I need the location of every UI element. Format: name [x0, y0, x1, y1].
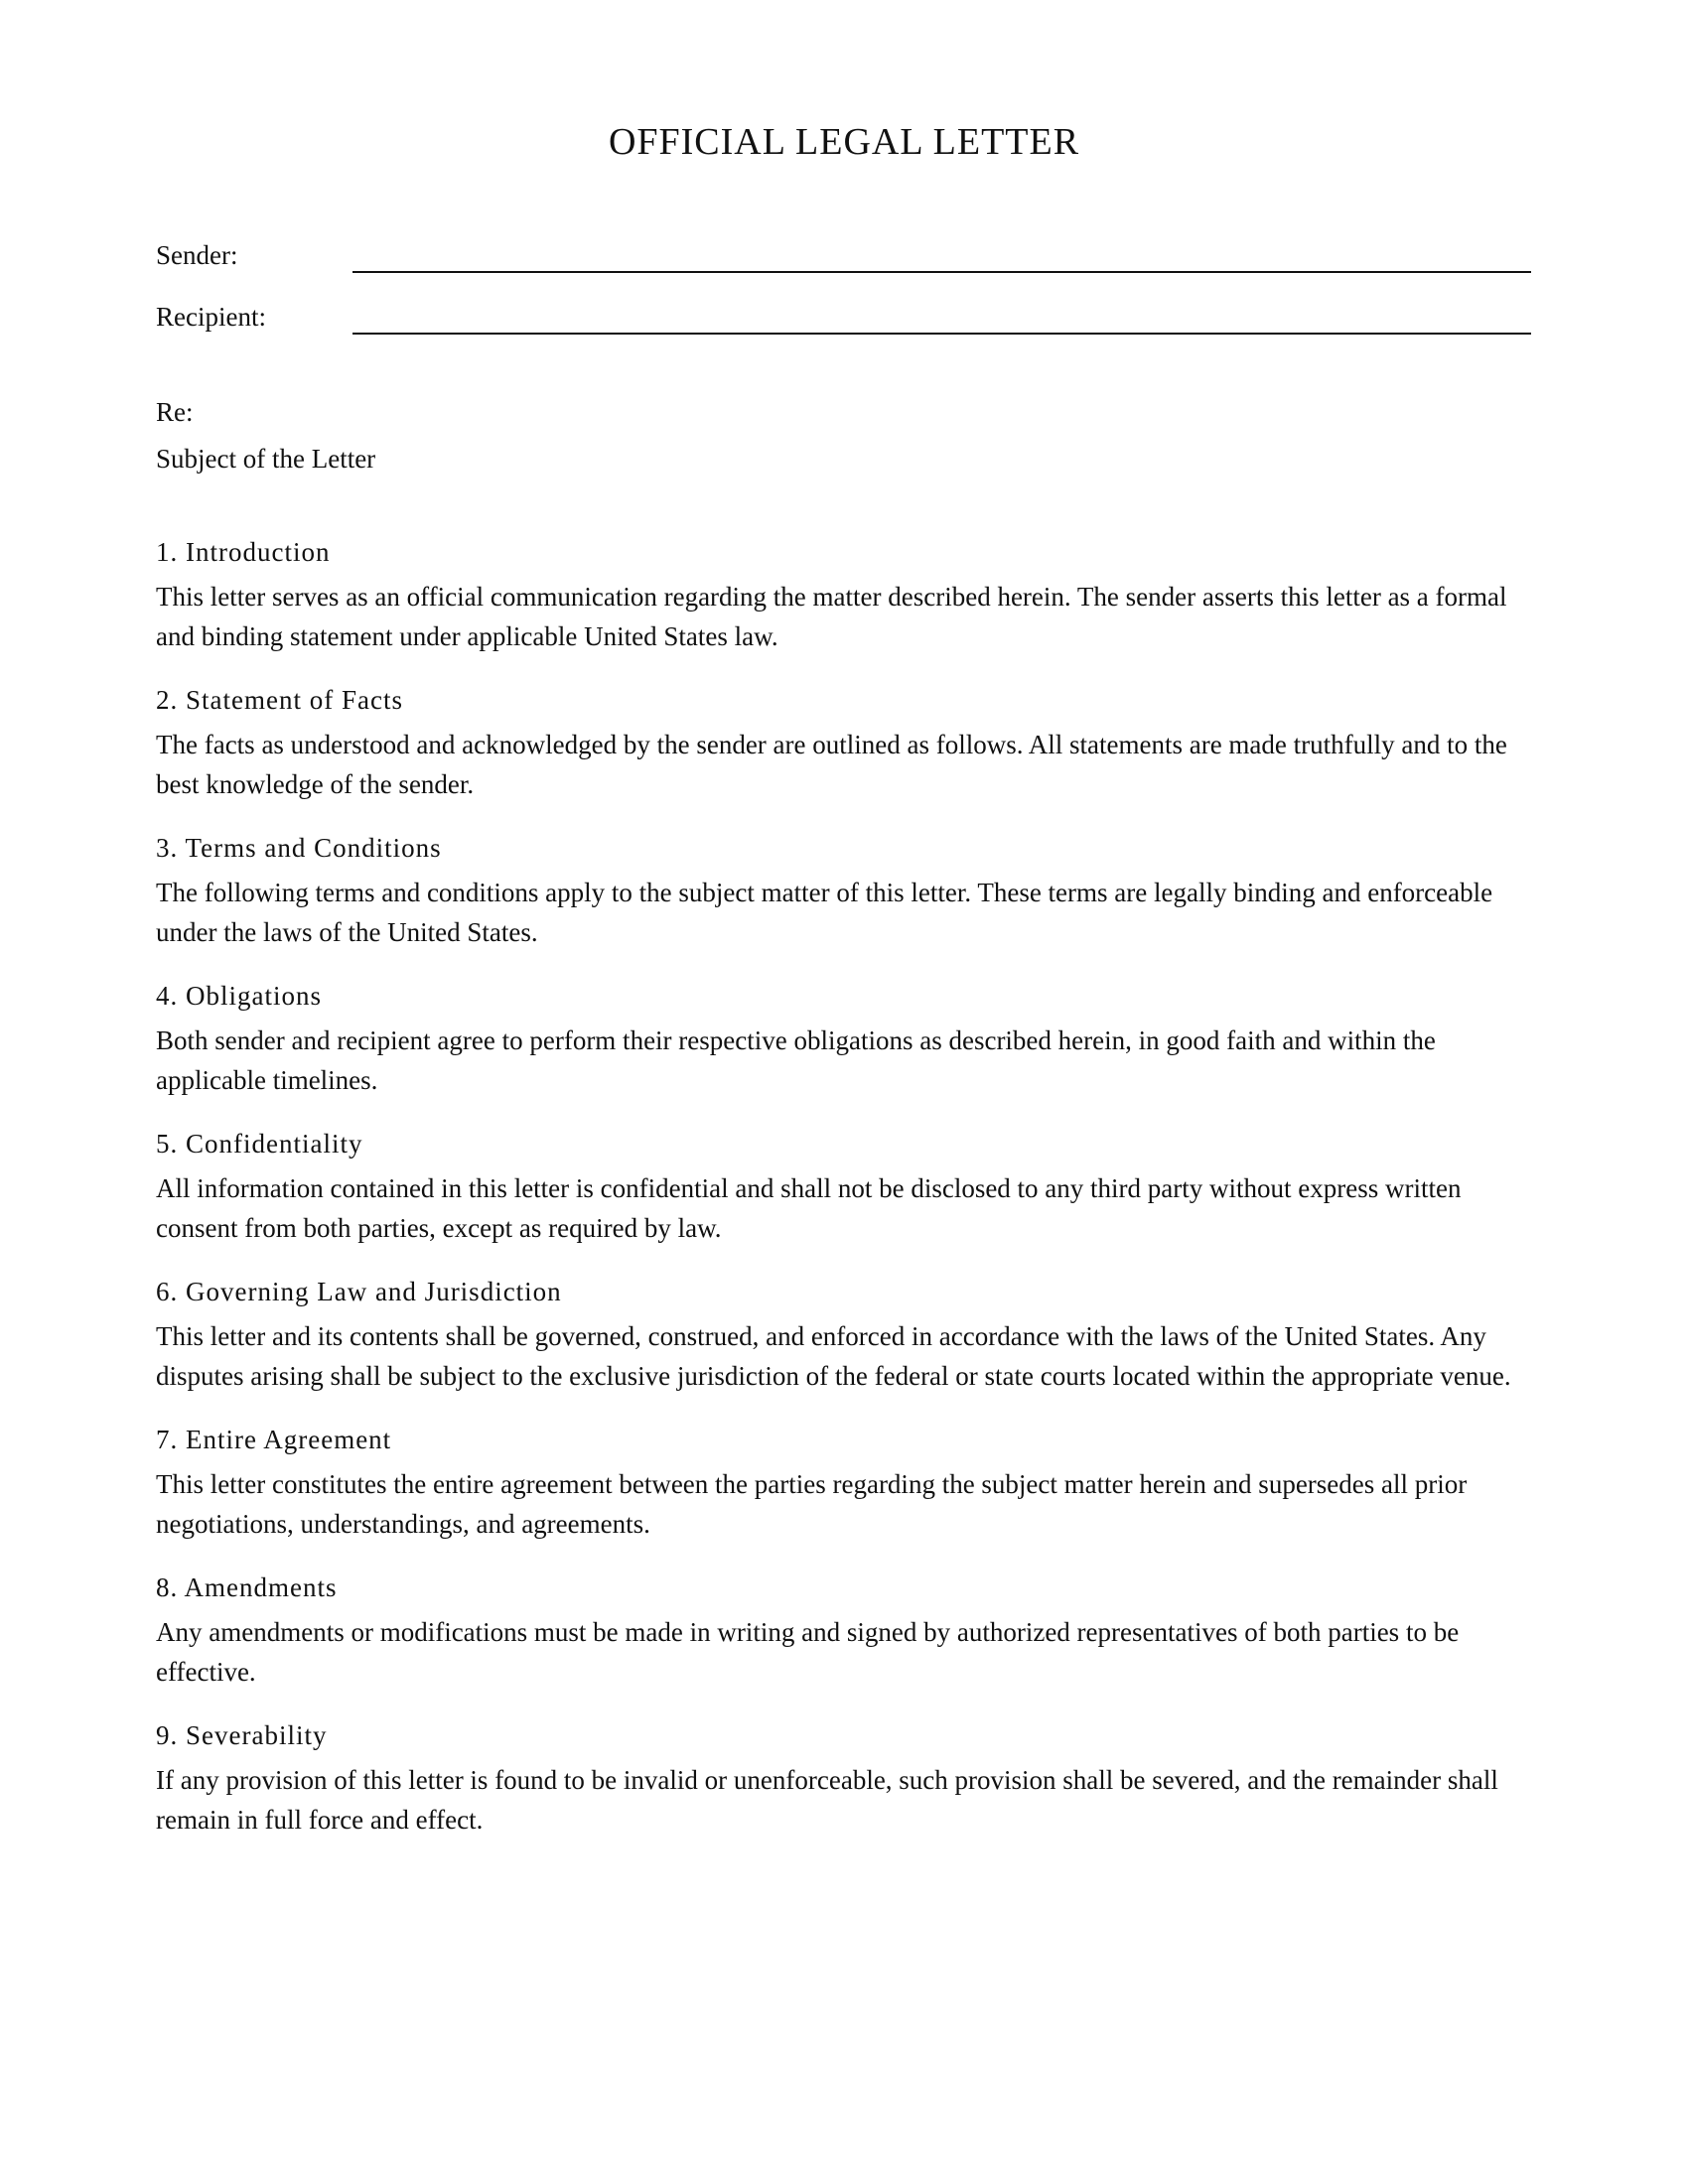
section-governing-law [156, 1274, 1536, 1396]
re-subject: Subject of the Letter [156, 444, 376, 474]
section-entire-agreement [156, 1422, 1536, 1544]
recipient-label: Recipient: [156, 302, 266, 332]
section-body: The facts as understood and acknowledged by the sender are outlined as follows. All statements are made truthfully and to the best knowledge of the sender. [156, 730, 1507, 799]
section-body: If any provision of this letter is found to be invalid or unenforceable, such provision shall be severed, and the remainder shall remain in full force and effect. [156, 1765, 1498, 1835]
section-severability [156, 1717, 1536, 1840]
section-introduction [156, 534, 1536, 656]
letter-sections [156, 534, 1536, 1865]
section-heading: 5. Confidentiality [156, 1129, 363, 1159]
recipient-underline [352, 333, 1531, 335]
sender-field [156, 238, 1531, 278]
section-terms-and-conditions [156, 830, 1536, 952]
page-title: OFFICIAL LEGAL LETTER [608, 121, 1080, 163]
section-body: Both sender and recipient agree to perform their respective obligations as described herein, in good faith and within the applicable timelines. [156, 1025, 1436, 1095]
sender-label: Sender: [156, 240, 238, 270]
section-body: All information contained in this letter is confidential and shall not be disclosed to any third party without express written consent from both parties, except as required by law. [156, 1173, 1462, 1243]
section-heading: 3. Terms and Conditions [156, 833, 442, 863]
section-confidentiality [156, 1126, 1536, 1248]
sender-underline [352, 271, 1531, 273]
section-body: The following terms and conditions apply to the subject matter of this letter. These terms are legally binding and enforceable under the laws of the United States. [156, 878, 1493, 947]
section-body: This letter and its contents shall be governed, construed, and enforced in accordance with the laws of the United States. Any disputes arising shall be subject to the exclusive jurisdiction of the federal or state courts located within the appropriate venue. [156, 1321, 1511, 1391]
re-label: Re: [156, 397, 194, 427]
section-body: Any amendments or modifications must be made in writing and signed by authorized representatives of both parties to be effective. [156, 1617, 1460, 1687]
section-amendments [156, 1570, 1536, 1692]
section-body: This letter serves as an official communication regarding the matter described herein. The sender asserts this letter as a formal and binding statement under applicable United States law. [156, 582, 1507, 651]
recipient-field [156, 300, 1531, 340]
section-obligations [156, 978, 1536, 1100]
section-heading: 8. Amendments [156, 1572, 338, 1602]
section-heading: 7. Entire Agreement [156, 1425, 392, 1454]
section-heading: 4. Obligations [156, 981, 322, 1011]
section-heading: 2. Statement of Facts [156, 685, 403, 715]
section-body: This letter constitutes the entire agreement between the parties regarding the subject matter herein and supersedes all prior negotiations, understandings, and agreements. [156, 1469, 1468, 1539]
section-heading: 1. Introduction [156, 537, 331, 567]
section-heading: 9. Severability [156, 1720, 328, 1750]
section-heading: 6. Governing Law and Jurisdiction [156, 1277, 562, 1306]
section-statement-of-facts [156, 682, 1536, 804]
